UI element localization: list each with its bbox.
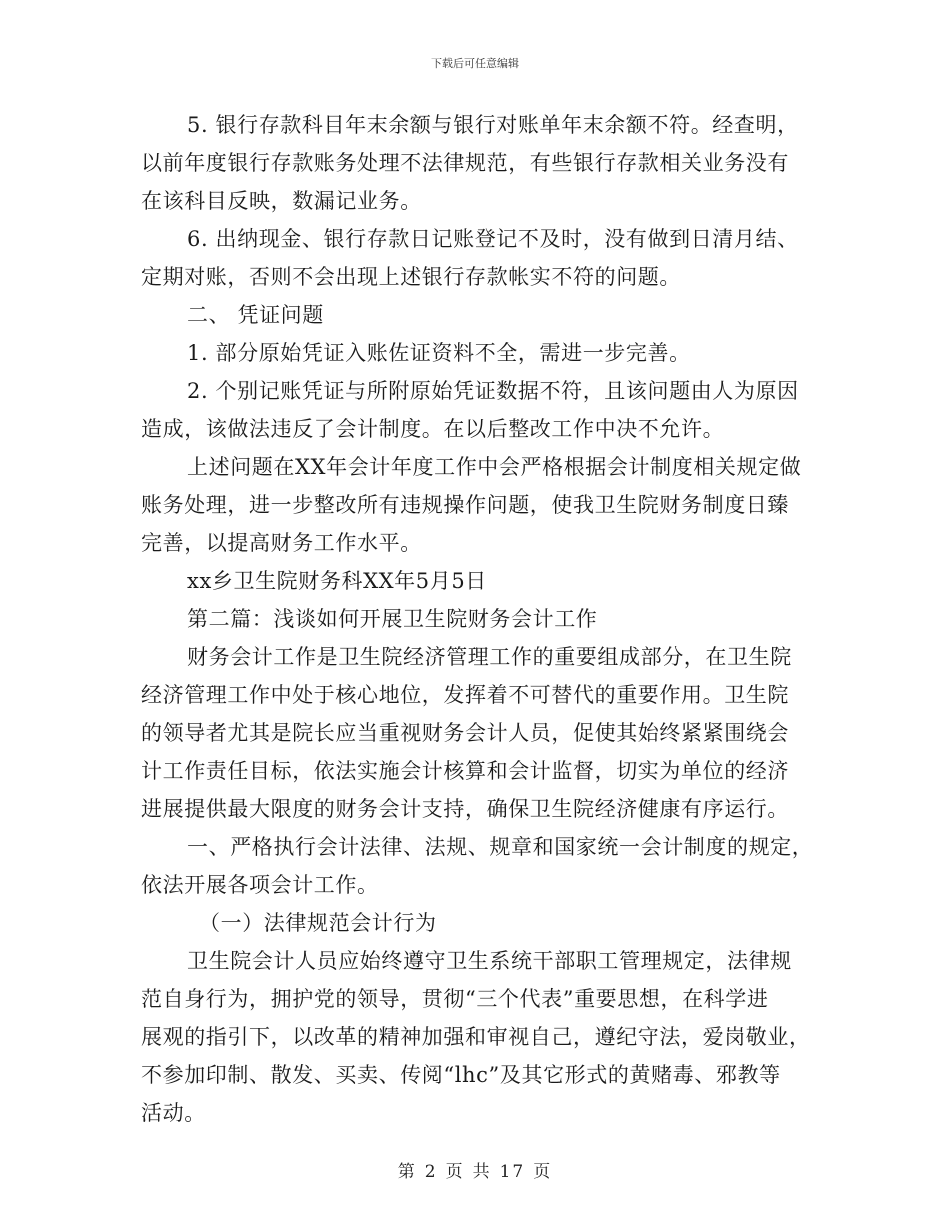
- subsection-heading: （一）法律规范会计行为: [199, 911, 437, 935]
- paragraph-line: 在该科目反映，数漏记业务。: [141, 189, 422, 213]
- paragraph-line: 6. 出纳现金、银行存款日记账登记不及时，没有做到日清月结、: [187, 227, 799, 251]
- paragraph-line: 2. 个别记账凭证与所附原始凭证数据不符，且该问题由人为原因: [187, 379, 799, 403]
- current-page-number: 2: [424, 1162, 438, 1182]
- paragraph-line: 5. 银行存款科目年末余额与银行对账单年末余额不符。经查明，: [187, 113, 799, 137]
- footer-prefix: 第: [397, 1162, 417, 1182]
- page-header: 下载后可任意编辑: [431, 57, 519, 70]
- paragraph-line: 展观的指引下，以改革的精神加强和审视自己，遵纪守法，爱岗敬业，: [141, 1025, 811, 1049]
- paragraph-line: 经济管理工作中处于核心地位，发挥着不可替代的重要作用。卫生院: [141, 683, 789, 707]
- paragraph-line: 账务处理，进一步整改所有违规操作问题，使我卫生院财务制度日臻: [141, 493, 789, 517]
- section-heading: 第二篇：浅谈如何开展卫生院财务会计工作: [187, 607, 598, 631]
- page-footer: [0, 1157, 950, 1182]
- paragraph-line: 计工作责任目标，依法实施会计核算和会计监督，切实为单位的经济: [141, 759, 789, 783]
- paragraph-line: 完善，以提高财务工作水平。: [141, 531, 422, 555]
- paragraph-line: 依法开展各项会计工作。: [141, 873, 379, 897]
- paragraph-line: 进展提供最大限度的财务会计支持，确保卫生院经济健康有序运行。: [141, 797, 789, 821]
- total-page-count: 17: [499, 1162, 526, 1182]
- paragraph-line: 1. 部分原始凭证入账佐证资料不全，需进一步完善。: [187, 341, 691, 365]
- paragraph-line: 造成，该做法违反了会计制度。在以后整改工作中决不允许。: [141, 417, 725, 441]
- paragraph-line: 以前年度银行存款账务处理不法律规范，有些银行存款相关业务没有: [141, 151, 789, 175]
- paragraph-line: 卫生院会计人员应始终遵守卫生系统干部职工管理规定，法律规: [187, 949, 792, 973]
- paragraph-line: 的领导者尤其是院长应当重视财务会计人员，促使其始终紧紧围绕会: [141, 721, 789, 745]
- document-body: [141, 106, 814, 1132]
- paragraph-line: 范自身行为，拥护党的领导，贯彻“三个代表”重要思想，在科学进: [141, 987, 769, 1011]
- paragraph-line: 定期对账，否则不会出现上述银行存款帐实不符的问题。: [141, 265, 681, 289]
- section-heading: 一、严格执行会计法律、法规、规章和国家统一会计制度的规定，: [187, 835, 814, 859]
- footer-suffix: 页: [533, 1162, 553, 1182]
- footer-page-label: 页: [445, 1162, 465, 1182]
- paragraph-line: 上述问题在XX年会计年度工作中会严格根据会计制度相关规定做: [187, 455, 802, 479]
- footer-total-label: 共: [472, 1162, 492, 1182]
- paragraph-line: 活动。: [141, 1101, 206, 1125]
- paragraph-line: 不参加印制、散发、买卖、传阅“lhc”及其它形式的黄赌毒、邪教等: [141, 1063, 781, 1087]
- section-heading: 二、 凭证问题: [187, 303, 324, 327]
- paragraph-line: 财务会计工作是卫生院经济管理工作的重要组成部分，在卫生院: [187, 645, 792, 669]
- signature-line: xx乡卫生院财务科XX年5月5日: [187, 569, 487, 593]
